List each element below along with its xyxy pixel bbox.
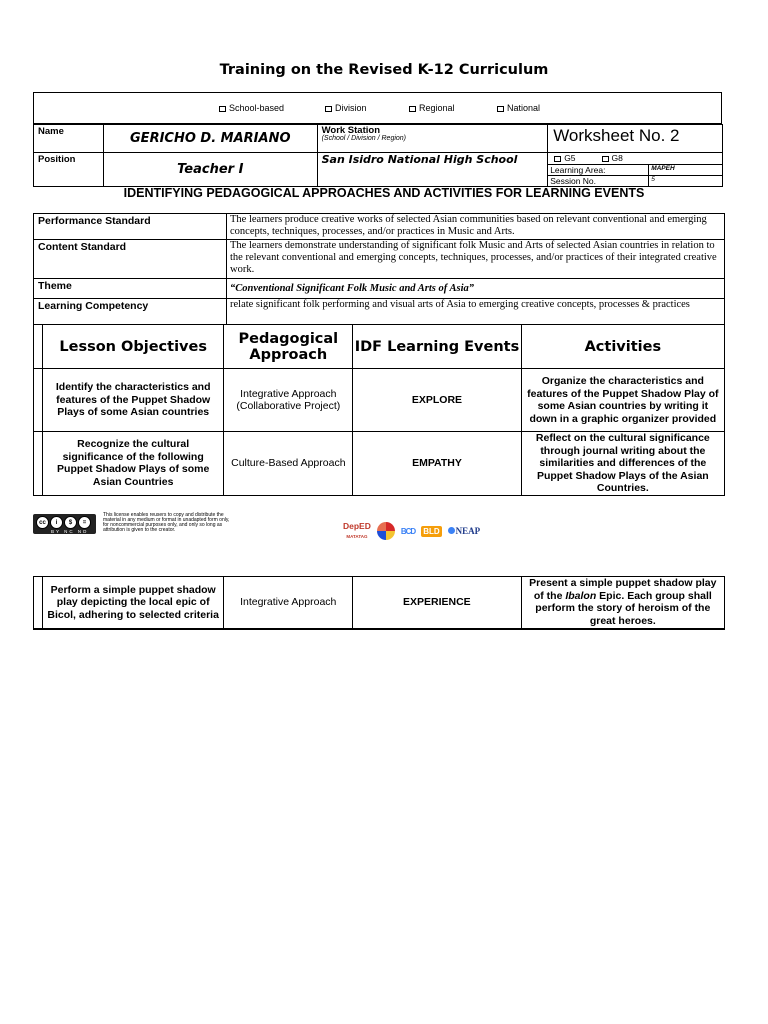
cc-badge-label: BY NC ND [51, 529, 89, 534]
column-header: Lesson Objectives [42, 325, 223, 369]
grade-options [548, 153, 722, 164]
checkbox-icon [219, 106, 226, 112]
row-gutter [34, 577, 43, 629]
seal-icon [377, 522, 395, 540]
position-value: Teacher I [103, 153, 317, 187]
work-station-value: San Isidro National High School [317, 153, 548, 187]
deped-logo: DepED MATATAG [343, 520, 371, 539]
approach-cell: Integrative Approach [224, 577, 353, 629]
level-national[interactable]: National [497, 103, 540, 113]
row-gutter [34, 432, 43, 496]
learning-area-value: MAPEH [649, 164, 722, 175]
name-value: GERICHO D. MARIANO [103, 125, 317, 153]
cc-badge-icons [36, 516, 91, 529]
document-title: Training on the Revised K-12 Curriculum [219, 62, 549, 78]
checkbox-icon [554, 156, 561, 162]
standard-key: Performance Standard [34, 214, 227, 240]
objectives-table [33, 324, 725, 496]
event-cell: EMPATHY [353, 432, 521, 496]
work-station-hint: (School / Division / Region) [321, 135, 407, 142]
training-level-row [33, 92, 722, 124]
checkbox-icon [325, 106, 332, 112]
session-table [548, 153, 722, 186]
attribution-icon: i [50, 516, 63, 529]
objective-cell: Identify the characteristics and features of the Puppet Shadow Plays of some Asian countries [42, 369, 223, 432]
checkbox-icon [409, 106, 416, 112]
standard-key: Theme [34, 279, 227, 299]
cc-license-badge [33, 514, 96, 534]
bcd-logo: BCD [400, 526, 416, 536]
work-station-header [317, 125, 548, 153]
learning-area-label: Learning Area: [548, 164, 649, 175]
objective-cell: Perform a simple puppet shadow play depicting the local epic of Bicol, adhering to selected criteria [42, 577, 223, 629]
cc-icon: cc [36, 516, 49, 529]
bld-logo: BLD [423, 526, 440, 536]
level-regional[interactable]: Regional [409, 103, 455, 113]
objective-cell: Recognize the cultural significance of the following Puppet Shadow Plays of some Asian Countries [42, 432, 223, 496]
activity-cell: Present a simple puppet shadow play of the Ibalon Epic. Each group shall perform the story of heroism of the great heroes. [521, 577, 724, 629]
objectives-table-continued [33, 576, 725, 630]
grade-g8[interactable]: G8 [602, 153, 623, 163]
standard-value: The learners produce creative works of selected Asian communities based on relevant conventional and emerging concepts, techniques, processes, and/or practices in Music and Arts. [227, 214, 725, 240]
activity-cell: Reflect on the cultural significance through journal writing about the similarities and differences of the Puppet Shadow Plays of the Asian Countries. [521, 432, 724, 496]
approach-cell: Culture-Based Approach [224, 432, 353, 496]
standards-table [33, 213, 725, 325]
partner-logos [343, 519, 480, 543]
theme-value: “Conventional Significant Folk Music and Arts of Asia” [227, 279, 725, 299]
table-row [34, 577, 725, 629]
row-gutter [34, 325, 43, 369]
grade-g5[interactable]: G5 [554, 153, 575, 163]
level-school-based[interactable]: School-based [219, 103, 284, 113]
table-row [34, 369, 725, 432]
position-label: Position [34, 153, 104, 187]
matatag-logo: MATATAG [346, 533, 368, 539]
standard-value: The learners demonstrate understanding of significant folk Music and Arts of selected Asian countries in relation to the relevant conventional and emerging concepts, techniques, processes, and/or practices of their integrated creative work. [227, 240, 725, 279]
license-text: This license enables reusers to copy and distribute the material in any medium or format in unadapted form only, for noncommercial purposes only, and only so long as attribution is given to the creator. [103, 512, 230, 533]
checkbox-icon [602, 156, 609, 162]
session-label: Session No. [548, 175, 649, 186]
event-cell: EXPLORE [353, 369, 521, 432]
table-row [34, 432, 725, 496]
noncommercial-icon: $ [64, 516, 77, 529]
worksheet-number: Worksheet No. 2 [548, 125, 723, 153]
activity-cell: Organize the characteristics and features of the Puppet Shadow Play of some Asian countries by writing it down in a graphic organizer provided [521, 369, 724, 432]
neap-logo: NEAP [448, 526, 481, 536]
session-block [548, 153, 723, 187]
globe-icon [448, 527, 455, 534]
column-header: Activities [521, 325, 724, 369]
section-subtitle: IDENTIFYING PEDAGOGICAL APPROACHES AND ACTIVITIES FOR LEARNING EVENTS [123, 186, 645, 200]
standard-key: Learning Competency [34, 299, 227, 325]
level-division[interactable]: Division [325, 103, 367, 113]
participant-info [33, 124, 723, 187]
work-station-label: Work Station [321, 125, 381, 136]
noderivatives-icon: = [78, 516, 91, 529]
approach-cell: Integrative Approach (Collaborative Project) [224, 369, 353, 432]
checkbox-icon [497, 106, 504, 112]
session-value: 5 [651, 175, 655, 183]
standard-key: Content Standard [34, 240, 227, 279]
row-gutter [34, 369, 43, 432]
column-header: IDF Learning Events [353, 325, 521, 369]
name-label: Name [34, 125, 104, 153]
column-header: Pedagogical Approach [224, 325, 353, 369]
event-cell: EXPERIENCE [353, 577, 522, 629]
standard-value: relate significant folk performing and visual arts of Asia to emerging creative concepts, processes & practices [227, 299, 725, 325]
